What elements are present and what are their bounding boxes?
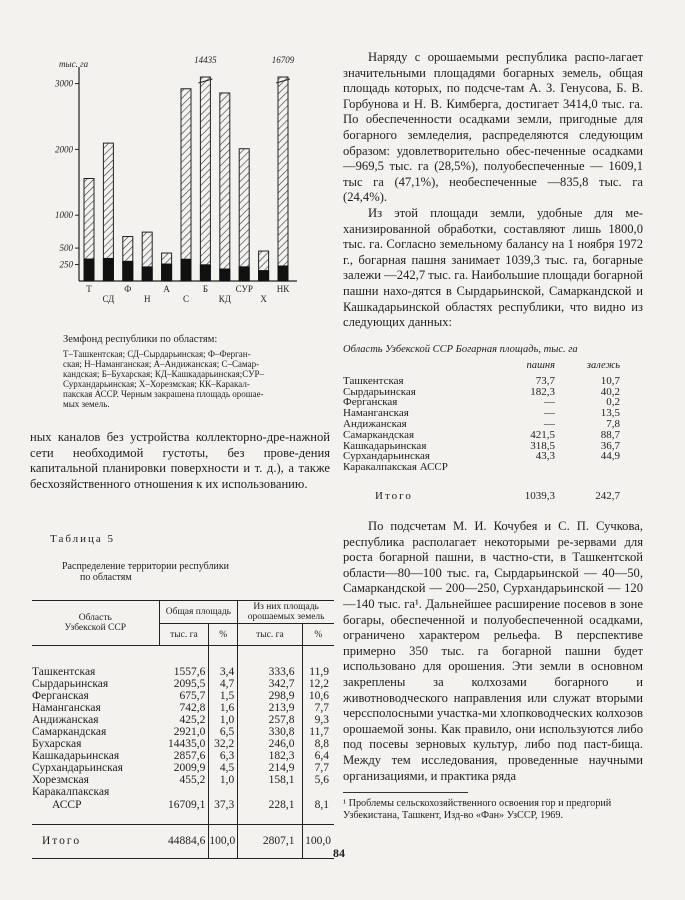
cell-irrigated-pct: 100,0 — [305, 835, 331, 847]
header-total: Общая площадь — [159, 601, 238, 624]
page-number: 84 — [333, 846, 345, 860]
cell-irrigated-pct: 9,3 — [314, 714, 329, 726]
y-tick-label: 1000 — [55, 210, 73, 221]
cell-arable: — — [544, 396, 555, 409]
dryland-table — [343, 344, 643, 502]
cell-total: 14435,0 — [159, 738, 209, 750]
bar-total — [220, 93, 230, 281]
cell-irrigated-pct: 8,1 — [314, 799, 329, 811]
row-name: Наманганская — [32, 702, 101, 714]
cell-fallow: 242,7 — [595, 489, 620, 502]
figure-legend-line: Т–Ташкентская; СД–Сырдарьинская; Ф–Ферган- — [63, 349, 251, 359]
x-tick-label: КД — [218, 294, 231, 304]
cell-irrigated-pct: 8,8 — [314, 738, 329, 750]
cell-fallow: 40,2 — [600, 385, 620, 398]
table-title-line: Распределение территории республики — [62, 561, 230, 572]
row-name: Каракалпакская — [32, 786, 110, 798]
left-paragraph: ных каналов без устройства коллекторно-дре-нажной сети необходимой густоты, без прове-дения капитальной планировки поверхности и т. д.), а также бесхозяйственного отношения к их использованию. — [30, 430, 330, 491]
header-percent: % — [314, 629, 323, 640]
table-5 — [32, 600, 334, 859]
cell-irrigated: 298,9 — [238, 690, 302, 702]
y-tick-label: 250 — [59, 259, 73, 270]
cell-total-pct: 4,7 — [209, 678, 238, 690]
right-column-text — [343, 50, 643, 331]
table-row — [32, 726, 334, 738]
row-name: Сырдарьинская — [32, 678, 109, 690]
bar-irrigated — [162, 264, 172, 281]
table-row — [32, 738, 334, 750]
bar-value-label: 16709 — [271, 55, 295, 65]
y-axis-label: тыс. га — [59, 59, 89, 69]
cell-arable: 421,5 — [530, 428, 555, 441]
figure-legend-line: кандская; Б–Бухарская; КД–Кашкадарьинская;СУР– — [63, 369, 264, 379]
cell-irrigated: 342,7 — [238, 678, 302, 690]
cell-fallow: 0,2 — [606, 396, 620, 409]
dryland-rows — [343, 376, 643, 473]
paragraph: Наряду с орошаемыми республика распо-лагает значительными площадями богарных земель, общая площадь которых, по подсче-там А. З. Генусова, Б. В. Горбунова и Н. В. Кимберга, достигает 3414,0 тыс. га. По обеспеченности осадками земли, пригодные для богарного земледелия, распределяются следующим образом: удовлетворительно обес-печенные осадками —969,5 тыс. га (28,5%), полуобеспеченные — 1609,1 тыс га (47,1%), необеспеченные —835,8 тыс. га (24,4%). — [343, 50, 643, 205]
subheader-fallow: залежь — [586, 360, 620, 371]
cell-irrigated: 330,8 — [238, 726, 302, 738]
cell-fallow: 44,9 — [600, 450, 620, 463]
x-tick-label: Ф — [124, 284, 132, 294]
bar-irrigated — [123, 261, 133, 281]
row-name: Андижанская — [343, 417, 407, 430]
row-name: АССР — [52, 799, 82, 811]
table-number: Таблица 5 — [50, 533, 116, 545]
subheader-arable: пашня — [526, 360, 555, 371]
footnote: ¹ Проблемы сельскохозяйственного освоения гор и предгорий Узбекистана, Ташкент, Изд-во «Фан» УзССР, 1969. — [343, 798, 612, 821]
cell-irrigated: 214,9 — [238, 762, 302, 774]
cell-total: 2009,9 — [159, 762, 209, 774]
table-row — [32, 786, 334, 798]
cell-irrigated: 333,6 — [238, 646, 302, 679]
cell-total-pct: 37,3 — [209, 798, 238, 812]
table-row — [32, 774, 334, 786]
row-name: Самаркандская — [343, 428, 415, 441]
cell-fallow: 13,5 — [600, 407, 620, 420]
cell-irrigated-pct: 11,9 — [309, 666, 329, 678]
cell-arable: 73,7 — [535, 374, 555, 387]
row-name: Итого — [375, 489, 413, 502]
figure-caption — [63, 335, 308, 409]
cell-fallow: 88,7 — [600, 428, 620, 441]
row-name: Сырдарьинская — [343, 385, 416, 398]
row-name: Ферганская — [32, 690, 89, 702]
bar-value-label: 14435 — [194, 55, 217, 65]
cell-total-pct: 3,4 — [209, 646, 238, 679]
x-tick-label: Х — [260, 294, 267, 304]
cell-total-pct: 6,5 — [209, 726, 238, 738]
header-irrigated — [238, 601, 334, 624]
row-name: Сурхандарьинская — [32, 762, 123, 774]
table-row — [32, 678, 334, 690]
cell-total: 44884,6 — [159, 824, 209, 858]
row-name: Андижанская — [32, 714, 99, 726]
header-percent: % — [209, 624, 238, 646]
cell-irrigated-pct: 11,7 — [309, 726, 329, 738]
cell-total-pct: 1,5 — [209, 690, 238, 702]
cell-total-pct: 6,3 — [209, 750, 238, 762]
bar-irrigated — [103, 258, 113, 281]
row-name: Ташкентская — [32, 666, 96, 678]
cell-total: 675,7 — [159, 690, 209, 702]
cell-irrigated: 246,0 — [238, 738, 302, 750]
bar-total — [200, 77, 210, 281]
figure-legend-line: мых земель. — [63, 399, 110, 409]
table-row — [32, 702, 334, 714]
paragraph: По подсчетам М. И. Кочубея и С. П. Сучкова, республика располагает некоторыми ре-зервами для роста богарной пашни, в частно-сти, в Ташкентской области—80—100 тыс. га, Сырдарьинской — 40—50, Самаркандской — 200—250, Сурхандарьинской — 120—140 тыс. га¹. Дальнейшее расширение посевов в зоне богары, обеспеченной и полуобеспеченной осадками, ограничено характером рельефа. В перспективе примерно 350 тыс. га богарной пашни будет использовано для орошения. Эти земли в основном закреплены за колхозами богарного и животноводческого направления или служат вторыми черссполосными участка-ми хлопководческих колхозов орошаемой зоны. Как правило, они используются либо под посевы зерновых культур, либо под паст-бища. Между тем исследования, проведенные научными организациями, и практика ряда — [343, 519, 643, 783]
x-tick-label: Б — [202, 284, 208, 294]
cell-total: 1557,6 — [159, 646, 209, 679]
cell-total-pct: 4,5 — [209, 762, 238, 774]
dryland-header: Область Узбекской ССР Богарная площадь, тыс. га — [343, 344, 578, 355]
x-tick-label: Т — [86, 284, 92, 294]
row-name: Ферганская — [343, 396, 398, 409]
cell-irrigated-pct: 7,7 — [314, 702, 329, 714]
cell-total: 2921,0 — [159, 726, 209, 738]
cell-irrigated-pct: 6,4 — [314, 750, 329, 762]
cell-arable: 318,5 — [530, 439, 555, 452]
cell-irrigated: 228,1 — [238, 798, 302, 812]
dryland-row — [343, 430, 643, 441]
bar-total — [181, 89, 191, 281]
cell-irrigated: 213,9 — [238, 702, 302, 714]
row-name: Ташкентская — [343, 374, 404, 387]
cell-irrigated: 182,3 — [238, 750, 302, 762]
table-row — [32, 646, 334, 679]
bar-irrigated — [84, 259, 94, 281]
header-region-line: Узбекской ССР — [64, 623, 127, 633]
y-tick-label: 3000 — [55, 78, 73, 89]
table-title-line: по областям — [80, 572, 132, 583]
row-name: Самаркандская — [32, 726, 107, 738]
cell-fallow: 10,7 — [600, 374, 620, 387]
header-irrigated-line: орошаемых земель — [247, 612, 325, 622]
right-column-text-2 — [343, 519, 643, 784]
cell-irrigated-pct: 7,7 — [314, 762, 329, 774]
row-name: Бухарская — [32, 738, 82, 750]
row-name: Итого — [42, 835, 82, 847]
dryland-row — [343, 376, 643, 387]
cell-irrigated-pct: 5,6 — [314, 774, 329, 786]
bar-chart — [55, 55, 305, 320]
cell-fallow — [555, 462, 620, 473]
cell-arable: 1039,3 — [524, 489, 555, 502]
figure-legend-line: пакская АССР. Черным закрашена площадь орошае- — [63, 389, 264, 399]
cell-irrigated: 257,8 — [238, 714, 302, 726]
figure-title: Земфонд республики по областям: — [63, 334, 218, 345]
row-name: Кашкадарьинская — [343, 439, 427, 452]
header-unit: тыс. га — [238, 624, 302, 646]
x-tick-label: Н — [143, 294, 151, 304]
cell-total-pct: 100,0 — [209, 824, 238, 858]
cell-arable: — — [544, 407, 555, 420]
cell-fallow: 36,7 — [600, 439, 620, 452]
cell-total: 425,2 — [159, 714, 209, 726]
cell-irrigated-pct: 12,2 — [308, 678, 329, 690]
x-tick-label: А — [163, 284, 170, 294]
dryland-subheader — [343, 361, 643, 372]
table-row — [32, 690, 334, 702]
footnote-rule — [343, 792, 468, 793]
cell-total: 742,8 — [159, 702, 209, 714]
cell-total: 455,2 — [159, 774, 209, 786]
header-unit: тыс. га — [159, 624, 209, 646]
bar-irrigated — [142, 267, 152, 281]
cell-arable: — — [544, 417, 555, 430]
row-name: Каракалпакская АССР — [343, 461, 448, 474]
row-name: Хорезмская — [32, 774, 89, 786]
cell-irrigated: 158,1 — [238, 774, 302, 786]
cell-arable — [493, 462, 555, 473]
bar-total — [278, 77, 288, 281]
cell-total: 2857,6 — [159, 750, 209, 762]
table-row — [32, 750, 334, 762]
bar-total — [239, 149, 249, 281]
bar-irrigated — [239, 267, 249, 281]
row-name: Наманганская — [343, 407, 409, 420]
y-tick-label: 500 — [59, 243, 73, 254]
cell-total-pct: 1,6 — [209, 702, 238, 714]
cell-arable: 182,3 — [530, 385, 555, 398]
cell-irrigated: 2807,1 — [238, 824, 302, 858]
bar-irrigated — [200, 265, 210, 281]
figure-legend-line: Сурхандарьинская; Х–Хорезмская; КК–Каракал- — [63, 379, 250, 389]
dryland-row — [343, 462, 643, 473]
table-row — [32, 762, 334, 774]
cell-irrigated-pct: 10,6 — [308, 690, 329, 702]
cell-arable: 43,3 — [535, 450, 555, 463]
y-tick-label: 2000 — [55, 144, 73, 155]
bar-irrigated — [181, 259, 191, 281]
row-name: Сурхандарьинская — [343, 450, 430, 463]
header-irrigated-line: Из них площадь — [253, 602, 319, 612]
cell-total: 2095,5 — [159, 678, 209, 690]
bar-irrigated — [259, 271, 269, 281]
x-tick-label: СУР — [235, 284, 253, 294]
header-region-line: Область — [78, 612, 112, 623]
cell-total-pct: 32,2 — [209, 738, 238, 750]
cell-total-pct: 1,0 — [209, 714, 238, 726]
bar-irrigated — [220, 269, 230, 281]
row-name: Кашкадарьинская — [32, 750, 120, 762]
cell-fallow: 7,8 — [606, 417, 620, 430]
figure-legend-line: ская; Н–Наманганская; А–Андижанская; С–Самар- — [63, 359, 260, 369]
cell-total-pct: 1,0 — [209, 774, 238, 786]
table-total-row — [32, 824, 334, 858]
paragraph: Из этой площади земли, удобные для ме-ханизированной обработки, составляют лишь 1800,0 тыс. га. Согласно земельному балансу на 1 ноября 1972 г., богарная пашня занимает 1039,3 тыс. га, богарные залежи —242,7 тыс. га. Наибольшие площади богарной пашни нахо-дятся в Сырдарьинской, Самаркандской и Кашкадарьинской областях республики, что видно из следующих данных: — [343, 205, 643, 330]
cell-total: 16709,1 — [159, 798, 209, 812]
bar-irrigated — [278, 266, 288, 281]
table-row — [32, 798, 334, 812]
x-tick-label: С — [182, 294, 190, 304]
table-row — [32, 714, 334, 726]
x-tick-label: НК — [276, 284, 290, 294]
header-region — [32, 601, 159, 646]
x-tick-label: СД — [102, 294, 115, 304]
dryland-total-row — [343, 491, 643, 502]
table-title — [62, 561, 292, 583]
